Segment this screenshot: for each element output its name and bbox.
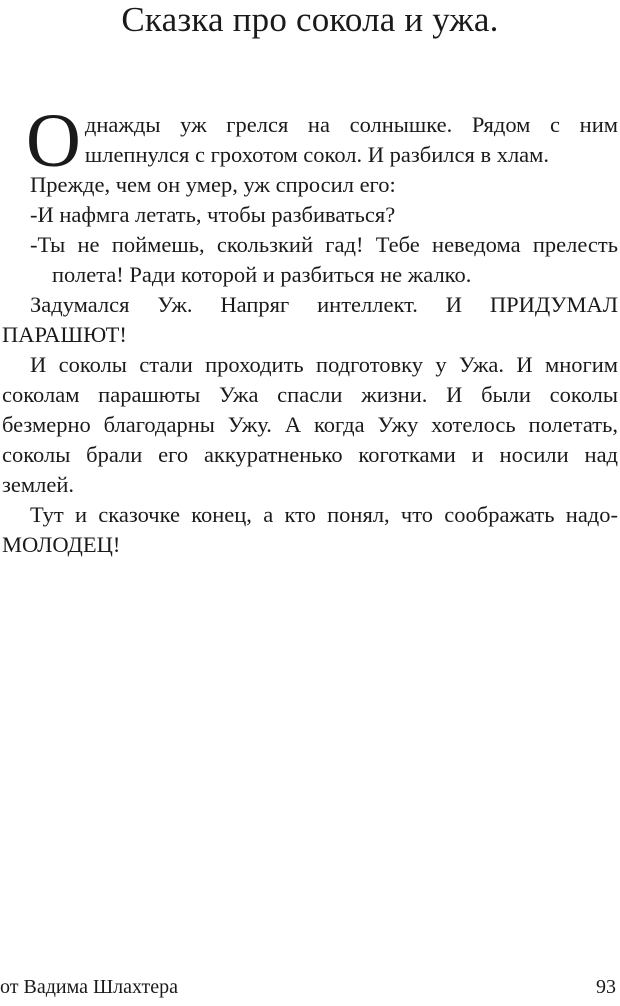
story-body [2, 99, 618, 560]
story-paragraph-3: -И нафмга летать, чтобы разбиваться? [30, 202, 396, 227]
footer-author: от Вадима Шлахтера [0, 976, 178, 998]
story-paragraph-4: -Ты не поймешь, скользкий гад! Тебе неведома прелесть полета! Ради которой и разбиться не жалко. [30, 232, 618, 287]
story-paragraph-7: Тут и сказочке конец, а кто понял, что соображать надо-МОЛОДЕЦ! [2, 502, 618, 557]
story-paragraph-1 [2, 99, 618, 183]
story-paragraph-5: Задумался Уж. Напряг интеллект. И ПРИДУМАЛ ПАРАШЮТ! [2, 292, 618, 347]
story-paragraph-1-text: днажды уж грелся на солнышке. Рядом с ним шлепнулся с грохотом сокол. И разбился в хлам. [84, 112, 618, 167]
story-paragraph-2: Прежде, чем он умер, уж спросил его: [30, 172, 396, 197]
drop-cap: О [26, 99, 81, 183]
story-paragraph-6: И соколы стали проходить подготовку у Ужа. И многим соколам парашюты Ужа спасли жизни. И были соколы безмерно благодарны Ужу. А когда Ужу хотелось полетать, соколы брали его аккуратненько коготками и носили над землей. [2, 352, 618, 497]
page-number: 93 [596, 976, 616, 998]
page-title: Сказка про сокола и ужа. [121, 0, 499, 39]
